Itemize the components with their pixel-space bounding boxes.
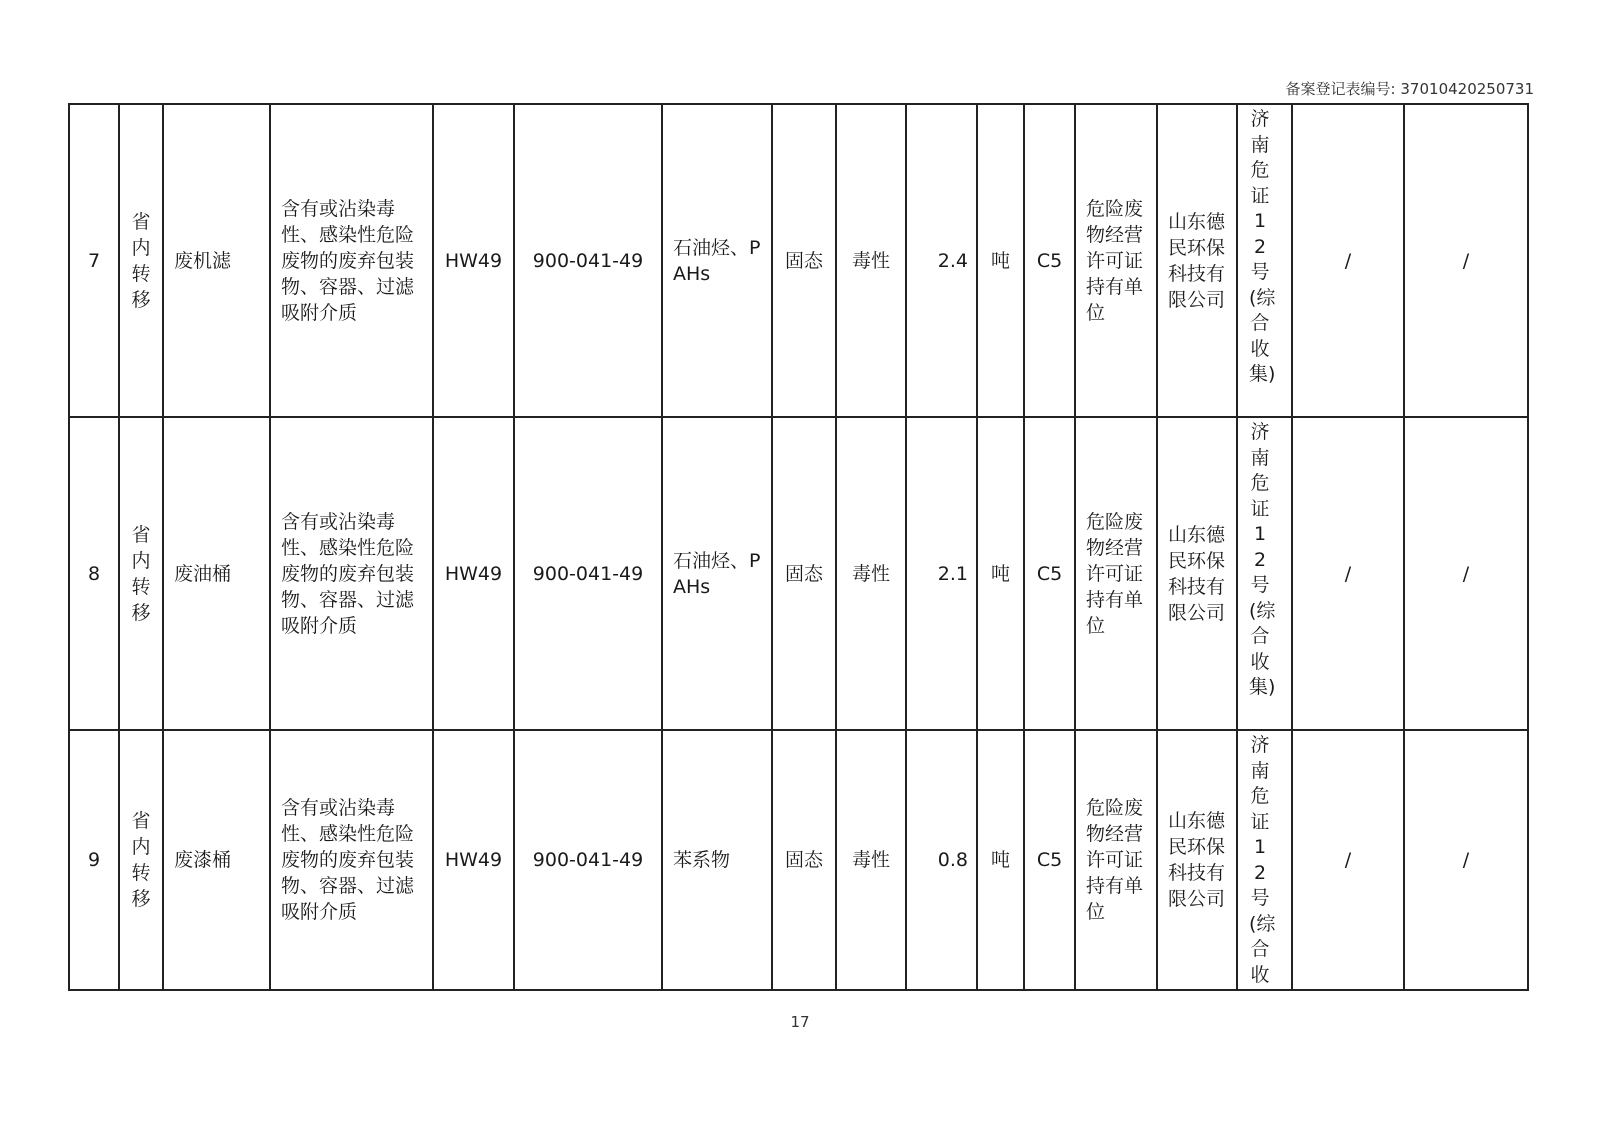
receiver: 山东德民环保科技有限公司 [1168, 810, 1226, 910]
page-number: 17 [790, 1013, 810, 1031]
method-cell: C5 [1024, 417, 1075, 730]
unit-cell: 吨 [977, 417, 1024, 730]
component-cell [662, 417, 772, 730]
category-cell: HW49 [433, 104, 514, 417]
waste-name-cell: 废油桶 [163, 417, 270, 730]
receiver-cell [1157, 730, 1237, 990]
receiver: 山东德民环保科技有限公司 [1168, 210, 1226, 311]
hazard-cell: 毒性 [836, 104, 906, 417]
receiver-type: 危险废物经营许可证持有单位 [1086, 510, 1144, 637]
table-row [69, 730, 1528, 990]
seq-cell: 9 [69, 730, 119, 990]
receiver-type: 危险废物经营许可证持有单位 [1086, 197, 1144, 324]
code-cell: 900-041-49 [514, 104, 662, 417]
code-cell: 900-041-49 [514, 417, 662, 730]
description: 含有或沾染毒性、感染性危险废物的废弃包装物、容器、过滤吸附介质 [281, 510, 415, 637]
category-cell: HW49 [433, 730, 514, 990]
transfer-type-cell [119, 104, 163, 417]
component-cell [662, 730, 772, 990]
col15-cell: / [1404, 730, 1528, 990]
receiver-type-cell [1075, 730, 1157, 990]
transfer-type-cell [119, 417, 163, 730]
hazard-cell: 毒性 [836, 730, 906, 990]
registration-value: 37010420250731 [1400, 80, 1534, 98]
registration-label: 备案登记表编号: [1285, 80, 1396, 98]
unit-cell: 吨 [977, 730, 1024, 990]
form-cell: 固态 [772, 730, 836, 990]
description-cell [270, 417, 433, 730]
description-cell [270, 730, 433, 990]
category-cell: HW49 [433, 417, 514, 730]
hazardous-component: 石油烃、PAHs [673, 549, 761, 598]
receiver-type: 危险废物经营许可证持有单位 [1086, 797, 1144, 923]
col14-cell: / [1292, 730, 1404, 990]
form-cell: 固态 [772, 104, 836, 417]
hazardous-component: 苯系物 [673, 849, 731, 871]
seq-cell: 7 [69, 104, 119, 417]
hazardous-waste-table [68, 103, 1529, 991]
hazardous-component: 石油烃、PAHs [673, 236, 761, 285]
license-cell [1237, 417, 1292, 730]
waste-name-cell: 废机滤 [163, 104, 270, 417]
method-cell: C5 [1024, 730, 1075, 990]
receiver-cell [1157, 104, 1237, 417]
col15-cell: / [1404, 104, 1528, 417]
col14-cell: / [1292, 104, 1404, 417]
transfer-type-cell [119, 730, 163, 990]
description: 含有或沾染毒性、感染性危险废物的废弃包装物、容器、过滤吸附介质 [281, 797, 415, 923]
waste-name-cell: 废漆桶 [163, 730, 270, 990]
license-cell [1237, 104, 1292, 417]
receiver-cell [1157, 417, 1237, 730]
quantity-cell: 0.8 [906, 730, 977, 990]
receiver-type-cell [1075, 417, 1157, 730]
receiver-type-cell [1075, 104, 1157, 417]
col14-cell: / [1292, 417, 1404, 730]
code-cell: 900-041-49 [514, 730, 662, 990]
transfer-type: 省内转移 [131, 810, 151, 910]
description-cell [270, 104, 433, 417]
quantity-cell: 2.4 [906, 104, 977, 417]
table-row [69, 104, 1528, 417]
transfer-type: 省内转移 [131, 523, 151, 624]
component-cell [662, 104, 772, 417]
method-cell: C5 [1024, 104, 1075, 417]
unit-cell: 吨 [977, 104, 1024, 417]
seq-cell: 8 [69, 417, 119, 730]
license: 济南危证12号(综合收集) [1249, 108, 1276, 385]
table-row [69, 417, 1528, 730]
transfer-type: 省内转移 [131, 210, 151, 311]
quantity-cell: 2.1 [906, 417, 977, 730]
license: 济南危证12号(综合收集) [1249, 421, 1276, 698]
receiver: 山东德民环保科技有限公司 [1168, 523, 1226, 624]
description: 含有或沾染毒性、感染性危险废物的废弃包装物、容器、过滤吸附介质 [281, 197, 415, 324]
col15-cell: / [1404, 417, 1528, 730]
license-cell [1237, 730, 1292, 990]
license: 济南危证12号(综合收 [1249, 734, 1276, 986]
form-cell: 固态 [772, 417, 836, 730]
registration-number [1286, 78, 1534, 99]
hazard-cell: 毒性 [836, 417, 906, 730]
